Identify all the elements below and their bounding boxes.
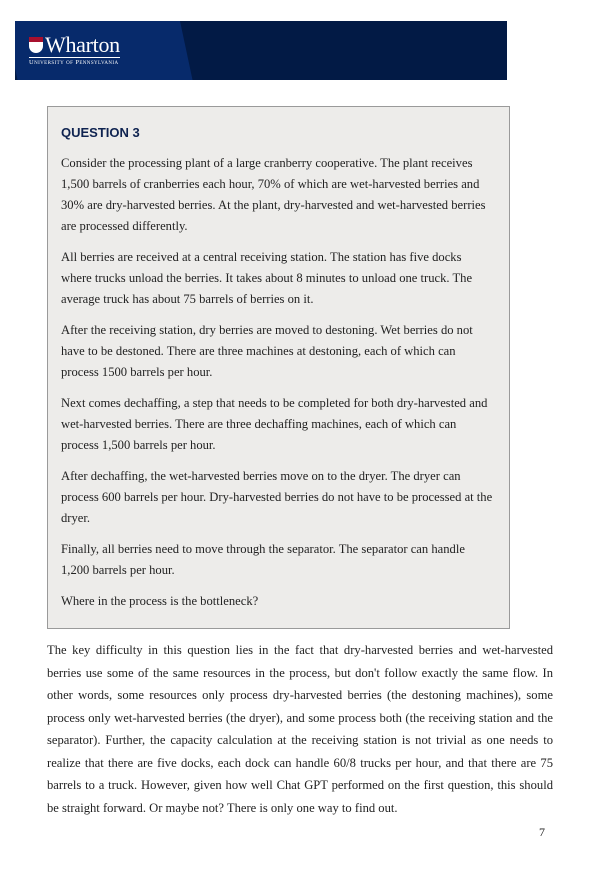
question-paragraph: Finally, all berries need to move through the separator. The separator can handle 1,200 barrels per hour. [61, 542, 465, 577]
wharton-logo [29, 32, 120, 67]
logo-subtitle: University of Pennsylvania [29, 59, 119, 66]
penn-shield-icon [29, 37, 43, 53]
page-number: 7 [539, 825, 545, 839]
body-paragraph: The key difficulty in this question lies in the fact that dry-harvested berries and wet-harvested berries use some of the same resources in the process, but don't follow exactly the same flow. In other words, some resources only process dry-harvested berries (the destoning machines), some process only wet-harvested berries (the dryer), and some process both (the receiving station and the separator). Further, the capacity calculation at the receiving station is not trivial as one needs to realize that there are five docks, each dock can handle 60/8 trucks per hour, and that there are 75 barrels to a truck. However, given how well Chat GPT performed on the first question, this should be straight forward. Or maybe not? There is only one way to find out. [47, 643, 553, 815]
question-box [47, 106, 510, 629]
question-paragraph: After dechaffing, the wet-harvested berries move on to the dryer. The dryer can process 600 barrels per hour. Dry-harvested berries do not have to be processed at the dryer. [61, 469, 493, 525]
question-paragraph: All berries are received at a central receiving station. The station has five docks where trucks unload the berries. It takes about 8 minutes to unload one truck. The average truck has about 75 barrels of berries on it. [61, 250, 473, 306]
question-title: QUESTION 3 [61, 125, 140, 140]
question-paragraph: After the receiving station, dry berries are moved to destoning. Wet berries do not have to be destoned. There are three machines at destoning, each of which can process 1500 barrels per hour. [61, 323, 473, 379]
logo-word: Wharton [45, 32, 120, 57]
header-banner [15, 21, 507, 80]
question-paragraph: Next comes dechaffing, a step that needs to be completed for both dry-harvested and wet-harvested berries. There are three dechaffing machines, each of which can process 1,500 barrels per hour. [61, 396, 488, 452]
question-paragraph: Consider the processing plant of a large cranberry cooperative. The plant receives 1,500 barrels of cranberries each hour, 70% of which are wet-harvested berries and 30% are dry-harvested berries. At the plant, dry-harvested and wet-harvested berries are processed differently. [61, 156, 486, 233]
question-paragraph: Where in the process is the bottleneck? [61, 594, 259, 608]
